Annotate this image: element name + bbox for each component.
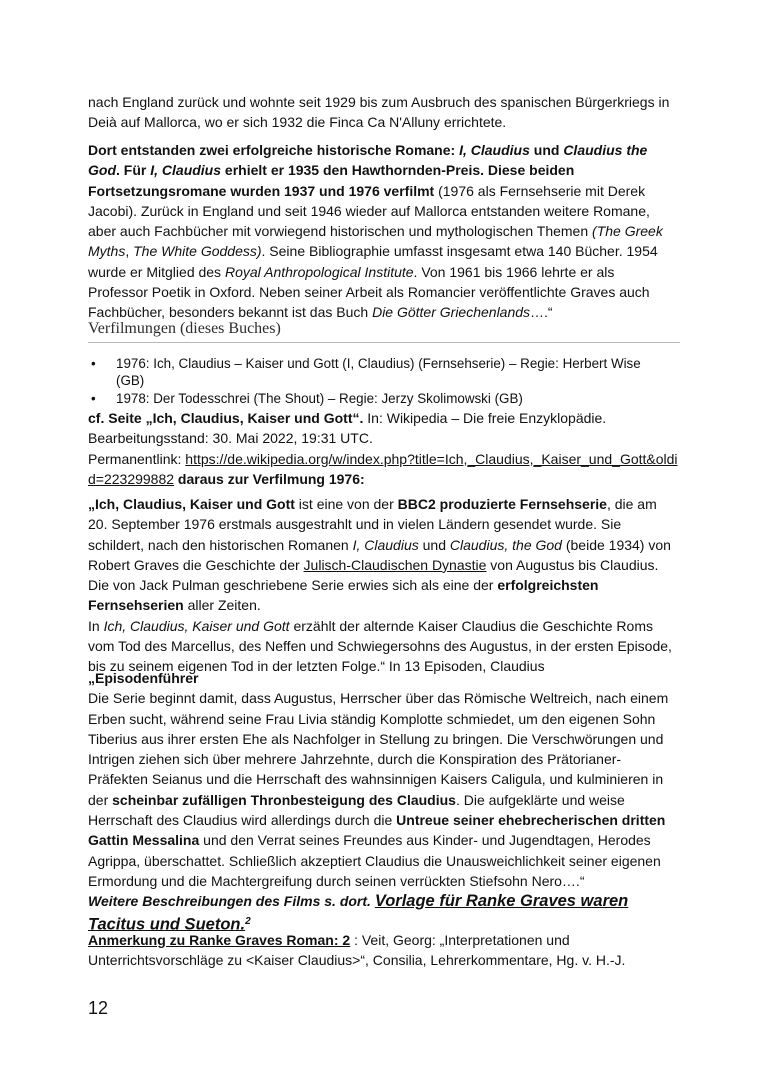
series-success: erfolgreichsten Fernsehserien bbox=[88, 577, 599, 614]
bio-italic-1: (The Greek Myths bbox=[88, 223, 663, 260]
bio-paragraph bbox=[88, 140, 678, 323]
citation-source: In: Wikipedia – Die freie Enzyklopädie. Bearbeitungsstand: 30. Mai 2022, 19:31 UTC. bbox=[88, 410, 607, 447]
bio-bold-4: erhielt er 1935 den Hawthornden-Preis. Diese beiden Fortsetzungsromane wurden 1937 und 1976 verfilmt bbox=[88, 162, 575, 199]
section-heading-films: Verfilmungen (dieses Buches) bbox=[88, 320, 680, 343]
page-number: 12 bbox=[88, 998, 109, 1018]
bio-bold-3: . Für bbox=[116, 162, 151, 179]
bio-italic-2: The White Goddess) bbox=[133, 243, 262, 260]
note-text: : Veit, Georg: „Interpretationen und Unterrichtsvorschläge zu <Kaiser Claudius>“, Consilia, Lehrerkommentare, Hg. v. H.-J. bbox=[88, 932, 626, 969]
series-text-7: In bbox=[88, 617, 104, 634]
bio-text-5: ….“ bbox=[530, 304, 553, 321]
bio-text-3: . Seine Bibliographie umfasst insgesamt etwa 140 Bücher. 1954 wurde er Mitglied des bbox=[88, 243, 658, 280]
citation-tail: daraus zur Verfilmung 1976: bbox=[174, 470, 365, 487]
note-paragraph bbox=[88, 930, 678, 971]
permalink-link[interactable]: https://de.wikipedia.org/w/index.php?title=Ich,_Claudius,_Kaiser_und_Gott&oldid=223299882 bbox=[88, 450, 678, 487]
footnote-ref[interactable]: 2 bbox=[245, 915, 251, 927]
bio-text-4: . Von 1961 bis 1966 lehrte er als Professor Poetik in Oxford. Neben seiner Arbeit als Romancier veröffentlichte Graves auch Fachbücher, besonders bekannt ist das Buch bbox=[88, 263, 650, 321]
episodes-bold-1: scheinbar zufälligen Thronbesteigung des Claudius bbox=[112, 791, 456, 808]
citation-title: cf. Seite „Ich, Claudius, Kaiser und Gott“. bbox=[88, 410, 364, 426]
series-title: „Ich, Claudius, Kaiser und Gott bbox=[88, 496, 295, 512]
series-bbc2: BBC2 produzierte Fernsehserie bbox=[397, 496, 607, 512]
list-item bbox=[88, 356, 668, 389]
episodes-more: Weitere Beschreibungen des Films s. dort. bbox=[88, 893, 375, 910]
series-text-5: von Augustus bis Claudius. Die von Jack Pulman geschriebene Serie erwies sich als eine der bbox=[88, 556, 659, 594]
series-text-2: , die am 20. September 1976 erstmals ausgestrahlt und in vielen Ländern gesendet wurde. Sie schildert, nach den historischen Romanen bbox=[88, 496, 657, 553]
series-text-8: erzählt der alternde Kaiser Claudius die Geschichte Roms vom Tod des Marcellus, des Neffen und Schwiegersohns des Augustus, in der ersten Episode, bis zu seinem eigenen Tod in der letzten Folge.“ In 13 Episoden, Claudius bbox=[88, 617, 672, 675]
series-novel-1: I, Claudius bbox=[352, 536, 419, 553]
episodes-source-note: Vorlage für Ranke Graves waren Tacitus und Sueton. bbox=[88, 892, 629, 934]
intro-line-2: Deià auf Mallorca, wo er sich 1932 die Finca Ca N'Alluny errichtete. bbox=[88, 114, 507, 131]
bio-bold-1: Dort entstanden zwei erfolgreiche historische Romane: bbox=[88, 142, 460, 158]
series-paragraph bbox=[88, 494, 678, 677]
bio-bold-2: und bbox=[529, 142, 564, 158]
film-entry-1978: 1978: Der Todesschrei (The Shout) – Regie: Jerzy Skolimowski (GB) bbox=[116, 391, 523, 406]
series-text-1: ist eine von der bbox=[294, 496, 398, 512]
series-text-3: und bbox=[418, 536, 450, 553]
series-text-6: aller Zeiten. bbox=[183, 597, 261, 614]
bio-text-1: (1976 als Fernsehserie mit Derek Jacobi). Zurück in England und seit 1946 wieder auf Mallorca entstanden weitere Romane, aber auch Fachbücher mit vorwiegend historischen und mythologischen Themen bbox=[88, 182, 650, 240]
bullet-icon: • bbox=[91, 356, 96, 371]
series-novel-2: Claudius, the God bbox=[449, 536, 562, 553]
note-label: Anmerkung zu Ranke Graves Roman: 2 bbox=[88, 932, 351, 948]
bio-italic-4: Die Götter Griechenlands bbox=[372, 304, 531, 321]
episodes-text-1: Die Serie beginnt damit, dass Augustus, Herrscher über das Römische Weltreich, nach einem Erben sucht, während seine Frau Livia ständig Komplotte schmiedet, um den eigenen Sohn Tiberius aus ihrer ersten Ehe als Nachfolger in Stellung zu bringen. Die Verschwörungen und Intrigen ziehen sich über mehrere Jahrzehnte, durch die Konspiration des Prätorianer-Präfekten Seianus und die Herrschaft des wahnsinnigen Kaisers Caligula, und kulminieren in der bbox=[88, 690, 669, 808]
bio-italic-3: Royal Anthropological Institute bbox=[224, 263, 414, 280]
bio-title-2: Claudius the God bbox=[88, 142, 648, 179]
episodes-text-2: . Die aufgeklärte und weise Herrschaft des Claudius wird allerdings durch die bbox=[88, 791, 625, 829]
bio-title-3: I, Claudius bbox=[150, 162, 222, 179]
episodes-heading: „Episodenführer bbox=[88, 670, 199, 686]
intro-paragraph bbox=[88, 92, 678, 133]
permalink-label: Permanentlink: bbox=[88, 450, 186, 467]
bio-title-1: I, Claudius bbox=[459, 142, 530, 158]
citation-paragraph bbox=[88, 408, 678, 489]
episodes-section bbox=[88, 668, 678, 935]
bio-text-2: , bbox=[125, 243, 134, 260]
film-entry-1976: 1976: Ich, Claudius – Kaiser und Gott (I, Claudius) (Fernsehserie) – Regie: Herbert Wise (GB) bbox=[116, 356, 641, 388]
episodes-bold-2: Untreue seiner ehebrecherischen dritten Gattin Messalina bbox=[88, 812, 666, 849]
dynasty-link[interactable]: Julisch-Claudischen Dynastie bbox=[303, 556, 487, 573]
intro-line-1: nach England zurück und wohnte seit 1929 bis zum Ausbruch des spanischen Bürgerkriegs in bbox=[88, 94, 670, 110]
films-list bbox=[88, 356, 668, 410]
series-text-4: (beide 1934) von Robert Graves die Geschichte der bbox=[88, 536, 671, 573]
series-title-italic: Ich, Claudius, Kaiser und Gott bbox=[103, 617, 290, 634]
bullet-icon: • bbox=[91, 391, 96, 406]
episodes-text-3: und den Verrat seines Freundes aus Kinder- und Jugendtagen, Herodes Agrippa, überschattet. Schließlich akzeptiert Claudius die Unausweichlichkeit seiner eigenen Ermordung und die Machtergreifung durch seinen verrückten Stiefsohn Nero….“ bbox=[88, 832, 661, 889]
list-item bbox=[88, 391, 668, 408]
